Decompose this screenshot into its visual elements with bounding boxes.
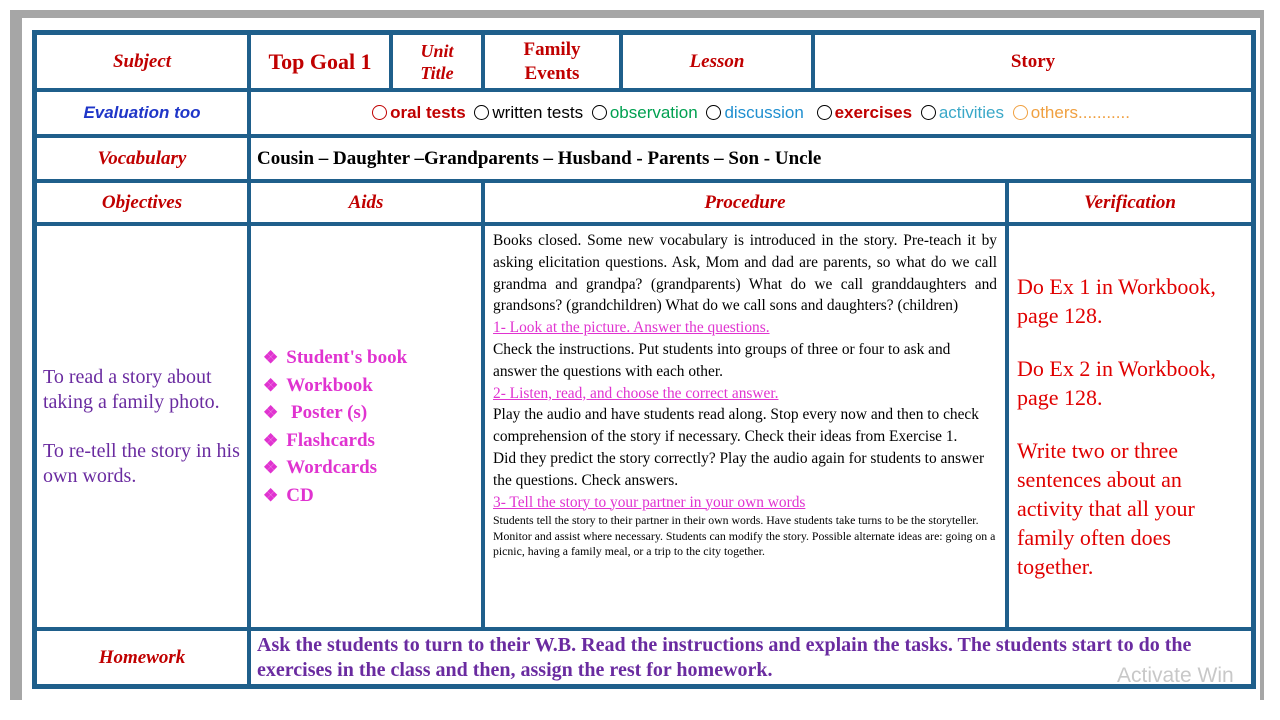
eval-option-oral[interactable]: oral tests bbox=[372, 103, 466, 122]
radio-circle-icon bbox=[921, 105, 936, 120]
unit-title-label-line1: Unit bbox=[420, 40, 454, 61]
eval-option-others[interactable]: others........... bbox=[1013, 103, 1130, 122]
verification-item-2: Do Ex 2 in Workbook, page 128. bbox=[1017, 356, 1216, 410]
vocabulary-words: Cousin – Daughter –Grandparents – Husband - Parents – Son - Uncle bbox=[249, 136, 1253, 181]
unit-title-label-line2: Title bbox=[420, 62, 454, 83]
procedure-step-1-title: 1- Look at the picture. Answer the questions. bbox=[493, 319, 770, 337]
vocabulary-label: Vocabulary bbox=[35, 136, 249, 181]
aid-item: ❖ Student's book bbox=[263, 347, 408, 368]
aid-item: ❖ Poster (s) bbox=[263, 402, 368, 423]
column-header-row bbox=[35, 181, 1253, 224]
procedure-step-3-text: Students tell the story to their partner in their own words. Have students take turns to be the storyteller. Monitor and assist where necessary. Students can modify the story. Possible alternate ideas are: going on a picnic, having a family meal, or a trip to the city together. bbox=[493, 513, 996, 559]
diamond-bullet-icon: ❖ bbox=[263, 375, 279, 395]
header-row bbox=[35, 33, 1253, 90]
procedure-header: Procedure bbox=[483, 181, 1007, 224]
procedure-step-1-text: Check the instructions. Put students into groups of three or four to ask and answer the questions with each other. bbox=[493, 340, 951, 380]
content-row bbox=[35, 224, 1253, 629]
activate-windows-watermark: Activate Win bbox=[1117, 664, 1234, 687]
aids-header: Aids bbox=[249, 181, 483, 224]
verification-item-3: Write two or three sentences about an activity that all your family often does together. bbox=[1017, 438, 1195, 579]
objective-1: To read a story about taking a family photo. bbox=[43, 365, 220, 413]
objective-2: To re-tell the story in his own words. bbox=[43, 439, 240, 487]
procedure-intro: Books closed. Some new vocabulary is introduced in the story. Pre-teach it by asking elicitation questions. Ask, Mom and dad are parents, so what do we call grandma and grandpa? (grandparents) What do we call granddaughters and grandsons? (grandchildren) What do we call sons and daughters? (children) bbox=[493, 232, 997, 315]
radio-circle-icon bbox=[592, 105, 607, 120]
unit-title-value-line1: Family bbox=[523, 38, 581, 60]
diamond-bullet-icon: ❖ bbox=[263, 348, 279, 367]
verification-item-1: Do Ex 1 in Workbook, page 128. bbox=[1017, 274, 1216, 328]
aid-item: ❖ Flashcards bbox=[263, 429, 375, 451]
radio-circle-icon bbox=[1013, 105, 1028, 120]
subject-value: Top Goal 1 bbox=[249, 33, 391, 90]
objectives-cell bbox=[35, 224, 249, 629]
eval-option-exercises[interactable]: exercises bbox=[817, 103, 913, 122]
radio-circle-icon bbox=[474, 105, 489, 120]
diamond-bullet-icon: ❖ bbox=[263, 403, 279, 422]
evaluation-row bbox=[35, 90, 1253, 136]
eval-option-activities[interactable]: activities bbox=[921, 103, 1004, 122]
procedure-step-2-text: Play the audio and have students read along. Stop every now and then to check comprehension of the story if necessary. Check their ideas from Exercise 1. bbox=[493, 406, 979, 446]
procedure-step-3-title: 3- Tell the story to your partner in your own words bbox=[493, 493, 806, 511]
verification-header: Verification bbox=[1007, 181, 1253, 224]
eval-option-observation[interactable]: observation bbox=[592, 103, 698, 122]
lesson-label: Lesson bbox=[621, 33, 813, 90]
diamond-bullet-icon: ❖ bbox=[263, 430, 279, 450]
objectives-header: Objectives bbox=[35, 181, 249, 224]
eval-option-written[interactable]: written tests bbox=[474, 103, 583, 122]
aids-list bbox=[263, 344, 475, 509]
unit-title-value-line2: Events bbox=[524, 62, 580, 84]
lesson-plan-table bbox=[32, 30, 1256, 689]
homework-label: Homework bbox=[35, 629, 249, 686]
aid-item: ❖ Workbook bbox=[263, 374, 373, 396]
evaluation-options bbox=[249, 90, 1253, 136]
evaluation-label: Evaluation too bbox=[35, 90, 249, 136]
vocabulary-row bbox=[35, 136, 1253, 181]
aid-item: ❖ Wordcards bbox=[263, 457, 378, 478]
diamond-bullet-icon: ❖ bbox=[263, 485, 279, 505]
radio-circle-icon bbox=[817, 105, 832, 120]
eval-option-discussion[interactable]: discussion bbox=[706, 103, 803, 122]
aid-item: ❖ CD bbox=[263, 484, 314, 506]
radio-circle-icon bbox=[372, 105, 387, 120]
diamond-bullet-icon: ❖ bbox=[263, 458, 279, 477]
homework-row bbox=[35, 629, 1253, 686]
unit-title-label bbox=[391, 33, 483, 90]
verification-cell bbox=[1007, 224, 1253, 629]
radio-circle-icon bbox=[706, 105, 721, 120]
procedure-step-2-text-b: Did they predict the story correctly? Play the audio again for students to answer the questions. Check answers. bbox=[493, 449, 985, 489]
procedure-step-2-title: 2- Listen, read, and choose the correct answer. bbox=[493, 384, 779, 402]
lesson-value: Story bbox=[813, 33, 1253, 90]
aids-cell bbox=[249, 224, 483, 629]
subject-label: Subject bbox=[35, 33, 249, 90]
unit-title-value bbox=[483, 33, 621, 90]
homework-text: Ask the students to turn to their W.B. Read the instructions and explain the tasks. The students start to do the exercises in the class and then, assign the rest for homework. bbox=[249, 629, 1253, 686]
procedure-cell bbox=[483, 224, 1007, 629]
